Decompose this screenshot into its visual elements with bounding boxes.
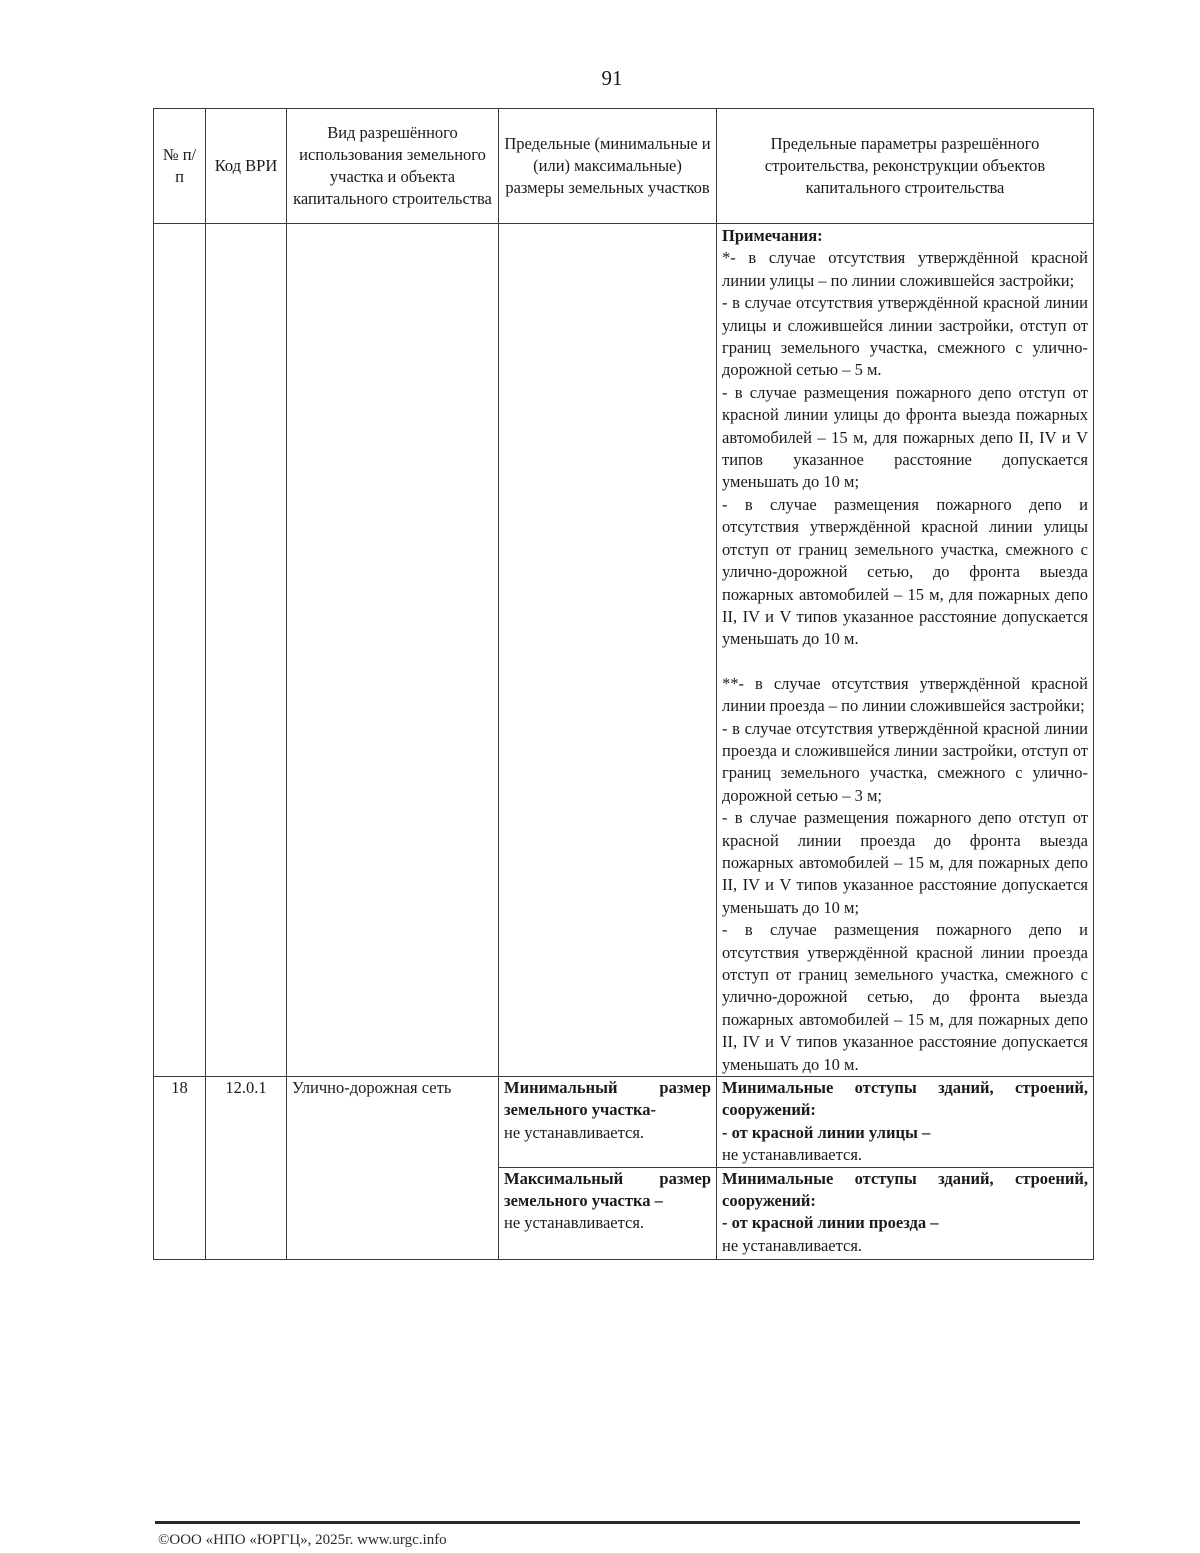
param-passage-cell <box>717 1167 1094 1260</box>
param-passage-label: Минимальные отступы зданий, строений, сооружений: <box>722 1168 1088 1211</box>
min-plot-size-cell <box>499 1077 717 1168</box>
note-item: - в случае размещения пожарного депо и отсутствия утверждённой красной линии проезда отступ от границ земельного участка, смежного с улично-дорожной сетью, до фронта выезда пожарных автомобилей – 15 м, для пожарных депо II, IV и V типов указанное расстояние допускается уменьшать до 10 м. <box>722 920 1088 1074</box>
row-code: 12.0.1 <box>206 1077 287 1260</box>
max-plot-size-value: не устанавливается. <box>504 1213 645 1233</box>
row-use-name: Улично-дорожная сеть <box>287 1077 499 1260</box>
param-passage-value: не устанавливается. <box>722 1235 863 1255</box>
header-code: Код ВРИ <box>206 109 287 224</box>
param-street-value: не устанавливается. <box>722 1145 863 1165</box>
table-row-notes <box>154 224 1094 1077</box>
note-item: - в случае размещения пожарного депо и отсутствия утверждённой красной линии улицы отступ от границ земельного участка, смежного с улично-дорожной сетью, до фронта выезда пожарных автомобилей – 15 м, для пожарных депо II, IV и V типов указанное расстояние допускается уменьшать до 10 м. <box>722 494 1088 649</box>
row-num: 18 <box>154 1077 206 1260</box>
page-number: 91 <box>601 66 623 90</box>
note-item: - в случае отсутствия утверждённой красной линии улицы и сложившейся линии застройки, отступ от границ земельного участка, смежного с улично-дорожной сетью – 5 м. <box>722 293 1088 380</box>
min-plot-size-value: не устанавливается. <box>504 1122 645 1142</box>
header-plot-size: Предельные (минимальные и (или) максимальные) размеры земельных участков <box>499 109 717 224</box>
notes-cell <box>717 224 1094 1077</box>
max-plot-size-cell <box>499 1167 717 1260</box>
note-item: - в случае отсутствия утверждённой красной линии проезда и сложившейся линии застройки, отступ от границ земельного участка, смежного с улично-дорожной сетью – 3 м; <box>722 718 1088 805</box>
param-passage-item: - от красной линии проезда – <box>722 1213 939 1233</box>
note-item: *- в случае отсутствия утверждённой красной линии улицы – по линии сложившейся застройки; <box>722 248 1088 290</box>
table-row-18a <box>154 1077 1094 1168</box>
note-item: **- в случае отсутствия утверждённой красной линии проезда – по линии сложившейся застройки; <box>722 673 1088 716</box>
note-item: - в случае размещения пожарного депо отступ от красной линии улицы до фронта выезда пожарных автомобилей – 15 м, для пожарных депо II, IV и V типов указанное расстояние допускается уменьшать до 10 м; <box>722 382 1088 492</box>
notes-title: Примечания: <box>722 226 823 245</box>
param-street-cell <box>717 1077 1094 1168</box>
header-num: № п/п <box>154 109 206 224</box>
param-street-label: Минимальные отступы зданий, строений, сооружений: <box>722 1078 1088 1120</box>
header-use-type: Вид разрешённого использования земельного участка и объекта капитального строительства <box>287 109 499 224</box>
footer-divider <box>155 1521 1080 1524</box>
zoning-table <box>153 108 1094 1260</box>
header-building-params: Предельные параметры разрешённого строительства, реконструкции объектов капитального строительства <box>717 109 1094 224</box>
footer-copyright: ©ООО «НПО «ЮРГЦ», 2025г. www.urgc.info <box>158 1532 447 1548</box>
note-item: - в случае размещения пожарного депо отступ от красной линии проезда до фронта выезда пожарных автомобилей – 15 м, для пожарных депо II, IV и V типов указанное расстояние допускается уменьшать до 10 м; <box>722 808 1088 917</box>
min-plot-size-label: Минимальный размер земельного участка- <box>504 1078 711 1120</box>
table-header-row <box>154 109 1094 224</box>
param-street-item: - от красной линии улицы – <box>722 1122 931 1142</box>
max-plot-size-label: Максимальный размер земельного участка – <box>504 1168 711 1211</box>
